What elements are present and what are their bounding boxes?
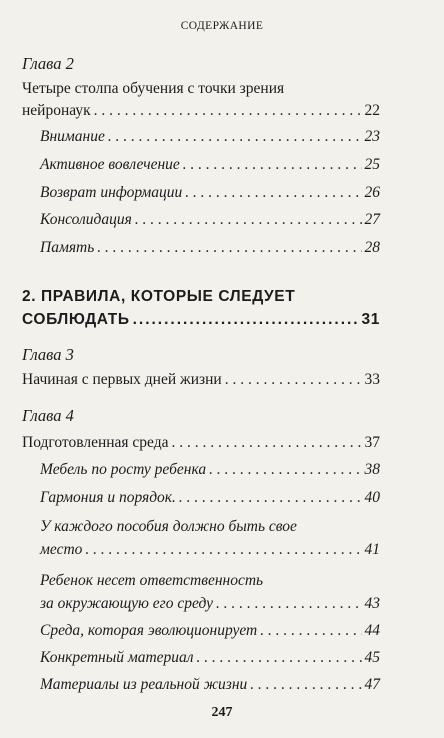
toc-subentry (40, 488, 380, 508)
toc-subentry (40, 648, 380, 668)
dot-leader (209, 460, 361, 480)
toc-entry-line: Четыре столпа обучения с точки зрения (22, 80, 285, 97)
part-2-heading-line1: 2. ПРАВИЛА, КОТОРЫЕ СЛЕДУЕТ (22, 288, 296, 305)
dot-leader (225, 370, 362, 390)
toc-entry-label: Возврат информации (40, 184, 183, 201)
page-number: 247 (211, 705, 233, 720)
toc-page-number: 23 (364, 128, 380, 145)
toc-page-number: 40 (364, 489, 380, 506)
toc-page-number: 37 (364, 434, 380, 451)
toc-subentry (40, 155, 380, 175)
toc-entry-label: Конкретный материал (40, 649, 194, 666)
toc-page-number: 45 (364, 649, 380, 666)
toc-entry-label: Консолидация (40, 211, 132, 228)
toc-entry-label: место (40, 541, 83, 558)
dot-leader (197, 648, 362, 668)
dot-leader (85, 540, 361, 560)
toc-subentry-line: У каждого пособия должно быть свое (40, 518, 297, 535)
dot-leader (133, 311, 359, 329)
toc-entry-label: Подготовленная среда (22, 434, 169, 451)
toc-page-number: 26 (364, 184, 380, 201)
part-2-entry (22, 311, 380, 329)
dot-leader (183, 155, 362, 175)
dot-leader (94, 101, 362, 121)
toc-entry (22, 433, 380, 453)
toc-page-number: 22 (364, 102, 380, 119)
dot-leader (179, 488, 362, 508)
dot-leader (135, 210, 362, 230)
dot-leader (216, 594, 362, 614)
toc-page-number: 47 (364, 676, 380, 693)
toc-subentry (40, 540, 380, 560)
toc-entry-label: Внимание (40, 128, 105, 145)
toc-subentry-line: Ребенок несет ответственность (40, 572, 264, 589)
toc-entry-label: Материалы из реальной жизни (40, 676, 248, 693)
dot-leader (260, 621, 361, 641)
toc-page-number: 28 (364, 239, 380, 256)
dot-leader (185, 183, 361, 203)
toc-subentry (40, 621, 380, 641)
toc-page-number: 43 (364, 595, 380, 612)
dot-leader (97, 238, 361, 258)
chapter-4-heading: Глава 4 (22, 406, 74, 425)
toc-entry (22, 370, 380, 390)
toc-entry-label: Начиная с первых дней жизни (22, 371, 222, 388)
toc-entry-label: нейронаук (22, 102, 91, 119)
toc-entry-label: Мебель по росту ребенка (40, 461, 207, 478)
toc-subentry (40, 183, 380, 203)
running-head: СОДЕРЖАНИЕ (180, 20, 264, 32)
toc-subentry (40, 238, 380, 258)
toc-entry-label: Активное вовлечение (40, 156, 180, 173)
dot-leader (108, 127, 362, 147)
chapter-2-heading: Глава 2 (22, 54, 74, 73)
toc-subentry (40, 127, 380, 147)
toc-page-number: 25 (364, 156, 380, 173)
toc-entry-label: Среда, которая эволюционирует (40, 622, 258, 639)
toc-page-number: 38 (364, 461, 380, 478)
dot-leader (250, 675, 361, 695)
toc-page-number: 31 (361, 311, 380, 328)
chapter-3-heading: Глава 3 (22, 345, 74, 364)
part-2-heading-line2: СОБЛЮДАТЬ (22, 311, 130, 328)
toc-page-number: 27 (364, 211, 380, 228)
toc-entry-label: Память (40, 239, 95, 256)
toc-subentry (40, 675, 380, 695)
toc-subentry (40, 210, 380, 230)
toc-subentry (40, 460, 380, 480)
dot-leader (172, 433, 362, 453)
toc-page-number: 33 (364, 371, 380, 388)
toc-entry-label: за окружающую его среду (40, 595, 213, 612)
toc-page-number: 41 (364, 541, 380, 558)
toc-page-number: 44 (364, 622, 380, 639)
toc-entry-label: Гармония и порядок. (40, 489, 176, 506)
toc-entry (22, 101, 380, 121)
toc-subentry (40, 594, 380, 614)
